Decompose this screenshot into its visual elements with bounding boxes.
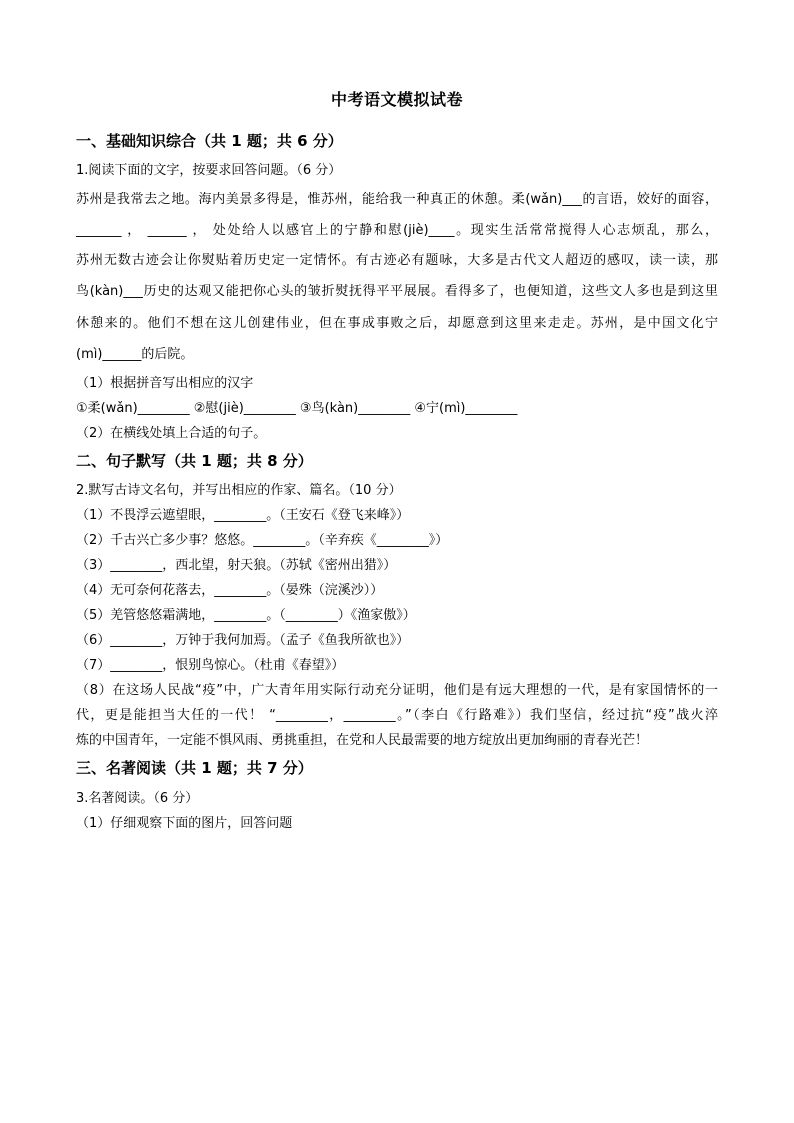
passage-line-5: 休憩来的。他们不想在这儿创建伟业，但在事成事败之后，却愿意到这里来走走。苏州，是中国文化宁 xyxy=(76,316,718,331)
question-3-intro: 3.名著阅读。（6 分） xyxy=(76,791,199,806)
recitation-item-1: （1）不畏浮云遮望眼，________。（王安石《登飞来峰》） xyxy=(76,508,410,523)
sub-question-2: （2）在横线处填上合适的句子。 xyxy=(76,426,267,441)
passage-line-4: 鸟(kàn)___历史的达观又能把你心头的皱折熨抚得平平展展。看得多了，也便知道，这些文人多也是到这里 xyxy=(76,284,718,299)
recitation-item-6: （6）________，万钟于我何加焉。（孟子《鱼我所欲也》） xyxy=(76,633,410,648)
pinyin-blanks: ①柔(wǎn)________ ②慰(jiè)________ ③鸟(kàn)________ ④宁(mì)________ xyxy=(76,401,518,416)
recitation-item-4: （4）无可奈何花落去，________。（晏殊（浣溪沙）） xyxy=(76,583,384,598)
page-title: 中考语文模拟试卷 xyxy=(330,90,463,109)
question-3-sub-1: （1）仔细观察下面的图片，回答问题 xyxy=(76,816,293,831)
recitation-item-8-line-1: （8）在这场人民战“疫”中，广大青年用实际行动充分证明，他们是有远大理想的一代，是有家国情怀的一 xyxy=(76,683,718,698)
recitation-item-8-line-2: 代，更是能担当大任的一代！ “________，________。”（李白《行路难》）我们坚信，经过抗“疫”战火淬 xyxy=(76,708,718,723)
section-heading-2: 二、句子默写（共 1 题；共 8 分） xyxy=(76,452,313,470)
question-2-intro: 2.默写古诗文名句，并写出相应的作家、篇名。（10 分） xyxy=(76,483,402,498)
passage-line-2: _______ ， ______ ， 处处给人以感官上的宁静和慰(jiè)____。现实生活常常搅得人心志烦乱，那么， xyxy=(76,223,718,238)
section-heading-3: 三、名著阅读（共 1 题；共 7 分） xyxy=(76,759,313,777)
section-heading-1: 一、基础知识综合（共 1 题；共 6 分） xyxy=(76,132,343,150)
recitation-item-8-line-3: 炼的中国青年，一定能不惧风雨、勇挑重担，在党和人民最需要的地方绽放出更加绚丽的青春光芒！ xyxy=(76,733,649,748)
sub-question-1: （1）根据拼音写出相应的汉字 xyxy=(76,376,254,391)
passage-line-1: 苏州是我常去之地。海内美景多得是，惟苏州，能给我一种真正的休憩。柔(wǎn)___的言语，姣好的面容， xyxy=(76,192,718,207)
recitation-item-7: （7）________，恨别鸟惊心。（杜甫《春望》） xyxy=(76,658,345,673)
recitation-item-2: （2）千古兴亡多少事？悠悠。________。（辛弃疾《________》） xyxy=(76,533,449,548)
recitation-item-3: （3）________，西北望，射天狼。（苏轼《密州出猎》） xyxy=(76,558,397,573)
recitation-item-5: （5）羌管悠悠霜满地，________。（________）《渔家傲》） xyxy=(76,608,416,623)
question-1-intro: 1.阅读下面的文字，按要求回答问题。（6 分） xyxy=(76,163,342,178)
passage-line-6: (mì)______的后院。 xyxy=(76,347,194,362)
passage-line-3: 苏州无数古迹会让你熨贴着历史定一定情怀。有古迹必有题咏，大多是古代文人超迈的感叹，读一读，那 xyxy=(76,253,718,268)
